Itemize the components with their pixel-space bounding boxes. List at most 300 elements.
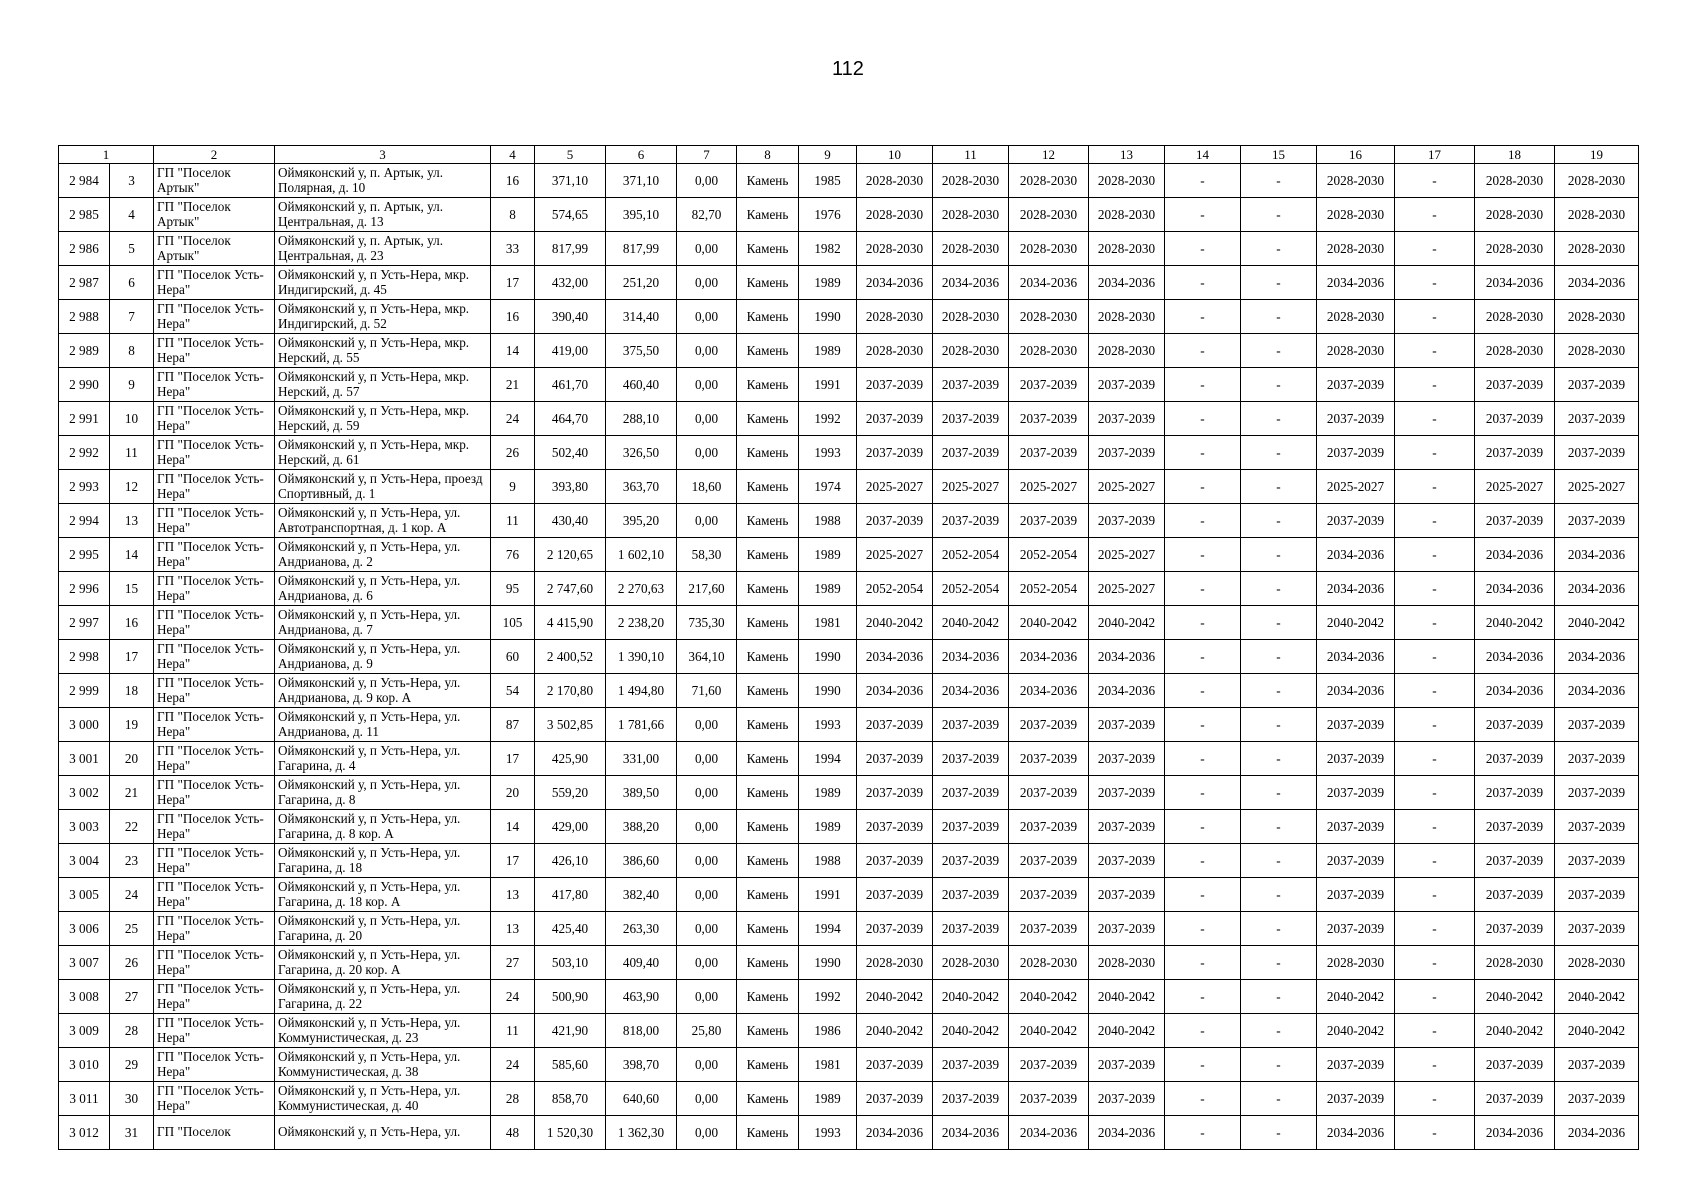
table-cell: 1994 xyxy=(799,742,857,776)
table-cell: 2037-2039 xyxy=(1317,436,1395,470)
table-cell: 326,50 xyxy=(606,436,677,470)
table-cell: 2028-2030 xyxy=(1475,198,1555,232)
table-cell: 24 xyxy=(491,1048,535,1082)
table-cell: 2028-2030 xyxy=(933,946,1009,980)
table-cell: 2 170,80 xyxy=(535,674,606,708)
table-cell: 1994 xyxy=(799,912,857,946)
table-cell: - xyxy=(1241,1048,1317,1082)
table-cell: 2028-2030 xyxy=(1555,946,1639,980)
table-cell: 2037-2039 xyxy=(857,912,933,946)
table-cell: 425,40 xyxy=(535,912,606,946)
table-cell: 3 005 xyxy=(59,878,110,912)
table-cell: 217,60 xyxy=(677,572,737,606)
table-cell: 2028-2030 xyxy=(1089,232,1165,266)
table-cell: - xyxy=(1241,776,1317,810)
table-row xyxy=(59,1048,1639,1082)
table-cell: 2037-2039 xyxy=(1475,708,1555,742)
header-cell: 16 xyxy=(1317,146,1395,164)
header-cell: 1 xyxy=(59,146,154,164)
table-cell: 2028-2030 xyxy=(857,300,933,334)
table-cell: 2052-2054 xyxy=(1009,572,1089,606)
table-cell: - xyxy=(1395,946,1475,980)
table-cell: - xyxy=(1241,368,1317,402)
table-cell: - xyxy=(1241,300,1317,334)
table-cell: 2037-2039 xyxy=(857,742,933,776)
table-cell: - xyxy=(1395,266,1475,300)
table-cell: 2037-2039 xyxy=(1555,742,1639,776)
table-cell: 2028-2030 xyxy=(857,334,933,368)
table-cell: - xyxy=(1395,1116,1475,1150)
table-cell: 3 502,85 xyxy=(535,708,606,742)
table-cell: 2037-2039 xyxy=(857,368,933,402)
table-cell: 371,10 xyxy=(535,164,606,198)
table-cell: 1 390,10 xyxy=(606,640,677,674)
table-cell: Камень xyxy=(737,402,799,436)
table-cell: 2052-2054 xyxy=(933,538,1009,572)
table-row xyxy=(59,572,1639,606)
table-row xyxy=(59,1116,1639,1150)
table-cell: 2034-2036 xyxy=(1317,266,1395,300)
address-cell: Оймяконский у, п. Артык, ул. Центральная, д. 23 xyxy=(275,232,491,266)
table-cell: 263,30 xyxy=(606,912,677,946)
table-cell: - xyxy=(1165,708,1241,742)
table-cell: Камень xyxy=(737,232,799,266)
table-cell: 30 xyxy=(110,1082,154,1116)
table-cell: 1988 xyxy=(799,504,857,538)
table-cell: 2 987 xyxy=(59,266,110,300)
table-cell: 2025-2027 xyxy=(1317,470,1395,504)
table-cell: - xyxy=(1165,436,1241,470)
table-cell: 2028-2030 xyxy=(1089,164,1165,198)
table-cell: 71,60 xyxy=(677,674,737,708)
table-cell: 364,10 xyxy=(677,640,737,674)
table-cell: 2052-2054 xyxy=(933,572,1009,606)
table-cell: 2037-2039 xyxy=(1555,776,1639,810)
table-cell: - xyxy=(1395,504,1475,538)
table-cell: - xyxy=(1241,674,1317,708)
header-cell: 6 xyxy=(606,146,677,164)
table-row xyxy=(59,776,1639,810)
table-cell: 2034-2036 xyxy=(1317,572,1395,606)
table-cell: 2028-2030 xyxy=(1009,300,1089,334)
table-cell: 2037-2039 xyxy=(1009,436,1089,470)
table-cell: 0,00 xyxy=(677,266,737,300)
table-cell: 3 006 xyxy=(59,912,110,946)
table-cell: 463,90 xyxy=(606,980,677,1014)
table-cell: 2028-2030 xyxy=(857,946,933,980)
table-cell: 2040-2042 xyxy=(857,1014,933,1048)
table-cell: 5 xyxy=(110,232,154,266)
table-cell: 95 xyxy=(491,572,535,606)
table-cell: 2037-2039 xyxy=(1555,912,1639,946)
table-container xyxy=(58,145,1638,1140)
table-cell: 2037-2039 xyxy=(933,810,1009,844)
table-cell: 2034-2036 xyxy=(1475,1116,1555,1150)
table-cell: 735,30 xyxy=(677,606,737,640)
table-cell: 429,00 xyxy=(535,810,606,844)
table-cell: 2034-2036 xyxy=(1009,266,1089,300)
table-cell: 25 xyxy=(110,912,154,946)
table-body xyxy=(59,146,1639,1150)
table-cell: 1992 xyxy=(799,402,857,436)
table-cell: 2028-2030 xyxy=(857,232,933,266)
table-cell: 2037-2039 xyxy=(1317,708,1395,742)
table-cell: 2040-2042 xyxy=(1089,980,1165,1014)
table-cell: - xyxy=(1241,1116,1317,1150)
table-cell: 3 003 xyxy=(59,810,110,844)
table-cell: - xyxy=(1241,708,1317,742)
table-cell: - xyxy=(1165,334,1241,368)
table-cell: 28 xyxy=(110,1014,154,1048)
table-cell: 2034-2036 xyxy=(1009,674,1089,708)
table-cell: 20 xyxy=(491,776,535,810)
table-cell: 2028-2030 xyxy=(1555,300,1639,334)
table-cell: 14 xyxy=(110,538,154,572)
table-cell: - xyxy=(1395,776,1475,810)
table-cell: 2037-2039 xyxy=(1009,912,1089,946)
address-cell: Оймяконский у, п Усть-Нера, мкр. Нерский, д. 59 xyxy=(275,402,491,436)
table-cell: 389,50 xyxy=(606,776,677,810)
table-cell: - xyxy=(1395,402,1475,436)
table-cell: 24 xyxy=(491,402,535,436)
table-cell: 2034-2036 xyxy=(1089,640,1165,674)
table-cell: 2040-2042 xyxy=(933,606,1009,640)
table-cell: 2025-2027 xyxy=(1555,470,1639,504)
table-cell: 1981 xyxy=(799,1048,857,1082)
table-cell: - xyxy=(1165,1082,1241,1116)
address-cell: Оймяконский у, п Усть-Нера, ул. Автотранспортная, д. 1 кор. А xyxy=(275,504,491,538)
table-cell: 13 xyxy=(491,878,535,912)
table-cell: - xyxy=(1165,198,1241,232)
table-cell: Камень xyxy=(737,708,799,742)
table-cell: 386,60 xyxy=(606,844,677,878)
table-cell: 2037-2039 xyxy=(1555,368,1639,402)
table-cell: 1993 xyxy=(799,436,857,470)
table-cell: - xyxy=(1241,164,1317,198)
table-cell: 2037-2039 xyxy=(1009,402,1089,436)
table-cell: Камень xyxy=(737,368,799,402)
table-cell: 2037-2039 xyxy=(1555,878,1639,912)
table-cell: 1991 xyxy=(799,368,857,402)
table-cell: 3 007 xyxy=(59,946,110,980)
table-cell: 2037-2039 xyxy=(1317,844,1395,878)
table-cell: Камень xyxy=(737,776,799,810)
table-cell: 26 xyxy=(491,436,535,470)
address-cell: Оймяконский у, п Усть-Нера, ул. Гагарина, д. 20 xyxy=(275,912,491,946)
address-cell: Оймяконский у, п Усть-Нера, мкр. Индигирский, д. 52 xyxy=(275,300,491,334)
table-cell: 2037-2039 xyxy=(1009,742,1089,776)
table-cell: 2037-2039 xyxy=(1009,1048,1089,1082)
header-cell: 19 xyxy=(1555,146,1639,164)
table-cell: Камень xyxy=(737,538,799,572)
locality-cell: ГП "Поселок Усть-Нера" xyxy=(154,708,275,742)
table-cell: - xyxy=(1395,708,1475,742)
table-cell: 2 989 xyxy=(59,334,110,368)
table-cell: 0,00 xyxy=(677,368,737,402)
locality-cell: ГП "Поселок Усть-Нера" xyxy=(154,402,275,436)
table-cell: - xyxy=(1165,1116,1241,1150)
table-cell: - xyxy=(1165,572,1241,606)
table-cell: - xyxy=(1241,1014,1317,1048)
table-cell: - xyxy=(1165,538,1241,572)
table-cell: 2028-2030 xyxy=(933,300,1009,334)
table-cell: Камень xyxy=(737,436,799,470)
table-cell: 2037-2039 xyxy=(1317,504,1395,538)
table-cell: 18,60 xyxy=(677,470,737,504)
address-cell: Оймяконский у, п Усть-Нера, ул. Андрианова, д. 11 xyxy=(275,708,491,742)
table-cell: 390,40 xyxy=(535,300,606,334)
table-cell: - xyxy=(1395,844,1475,878)
locality-cell: ГП "Поселок Усть-Нера" xyxy=(154,538,275,572)
table-cell: 2028-2030 xyxy=(1317,232,1395,266)
table-cell: 2037-2039 xyxy=(1089,776,1165,810)
table-cell: 2037-2039 xyxy=(1317,1082,1395,1116)
table-cell: 2034-2036 xyxy=(1317,640,1395,674)
table-cell: 11 xyxy=(491,504,535,538)
table-cell: 2037-2039 xyxy=(1555,1082,1639,1116)
table-cell: 2028-2030 xyxy=(1009,164,1089,198)
table-cell: 1990 xyxy=(799,640,857,674)
table-cell: 2037-2039 xyxy=(933,776,1009,810)
table-cell: 2037-2039 xyxy=(1317,402,1395,436)
table-cell: 461,70 xyxy=(535,368,606,402)
table-cell: 13 xyxy=(110,504,154,538)
address-cell: Оймяконский у, п Усть-Нера, ул. Андрианова, д. 9 xyxy=(275,640,491,674)
header-cell: 5 xyxy=(535,146,606,164)
table-cell: 2 988 xyxy=(59,300,110,334)
table-cell: 0,00 xyxy=(677,878,737,912)
table-cell: - xyxy=(1165,402,1241,436)
locality-cell: ГП "Поселок Усть-Нера" xyxy=(154,810,275,844)
table-cell: 2 992 xyxy=(59,436,110,470)
header-cell: 10 xyxy=(857,146,933,164)
table-cell: 17 xyxy=(491,844,535,878)
table-cell: 2037-2039 xyxy=(1475,776,1555,810)
locality-cell: ГП "Поселок Усть-Нера" xyxy=(154,606,275,640)
locality-cell: ГП "Поселок Усть-Нера" xyxy=(154,266,275,300)
table-row xyxy=(59,606,1639,640)
table-cell: 1989 xyxy=(799,776,857,810)
table-cell: 0,00 xyxy=(677,402,737,436)
header-cell: 9 xyxy=(799,146,857,164)
table-cell: 2025-2027 xyxy=(1089,470,1165,504)
table-cell: 2040-2042 xyxy=(1555,1014,1639,1048)
locality-cell: ГП "Поселок Усть-Нера" xyxy=(154,640,275,674)
table-cell: - xyxy=(1165,470,1241,504)
table-cell: 1989 xyxy=(799,266,857,300)
table-cell: 0,00 xyxy=(677,844,737,878)
table-cell: 2037-2039 xyxy=(1009,708,1089,742)
locality-cell: ГП "Поселок Усть-Нера" xyxy=(154,946,275,980)
table-cell: 2028-2030 xyxy=(1555,164,1639,198)
table-cell: 2040-2042 xyxy=(1317,606,1395,640)
table-cell: Камень xyxy=(737,504,799,538)
header-cell: 11 xyxy=(933,146,1009,164)
table-cell: 2 747,60 xyxy=(535,572,606,606)
header-cell: 12 xyxy=(1009,146,1089,164)
table-cell: 1989 xyxy=(799,334,857,368)
table-cell: 2040-2042 xyxy=(1475,980,1555,1014)
table-cell: 9 xyxy=(491,470,535,504)
header-cell: 7 xyxy=(677,146,737,164)
table-cell: 11 xyxy=(110,436,154,470)
table-cell: 2037-2039 xyxy=(1317,1048,1395,1082)
table-cell: 1 362,30 xyxy=(606,1116,677,1150)
table-cell: - xyxy=(1395,980,1475,1014)
table-cell: - xyxy=(1241,232,1317,266)
table-cell: 0,00 xyxy=(677,436,737,470)
table-cell: Камень xyxy=(737,198,799,232)
address-cell: Оймяконский у, п Усть-Нера, ул. Андрианова, д. 6 xyxy=(275,572,491,606)
table-cell: 28 xyxy=(491,1082,535,1116)
table-cell: 0,00 xyxy=(677,810,737,844)
address-cell: Оймяконский у, п Усть-Нера, ул. Гагарина, д. 20 кор. А xyxy=(275,946,491,980)
table-cell: 858,70 xyxy=(535,1082,606,1116)
table-cell: 314,40 xyxy=(606,300,677,334)
table-cell: 2040-2042 xyxy=(857,980,933,1014)
table-cell: 0,00 xyxy=(677,742,737,776)
header-cell: 13 xyxy=(1089,146,1165,164)
table-cell: - xyxy=(1165,1048,1241,1082)
table-cell: 2034-2036 xyxy=(1089,266,1165,300)
table-row xyxy=(59,810,1639,844)
table-cell: - xyxy=(1241,198,1317,232)
table-cell: 21 xyxy=(491,368,535,402)
table-cell: 2040-2042 xyxy=(1555,606,1639,640)
table-cell: 48 xyxy=(491,1116,535,1150)
table-cell: 2025-2027 xyxy=(857,538,933,572)
table-cell: 15 xyxy=(110,572,154,606)
table-cell: 2025-2027 xyxy=(933,470,1009,504)
table-cell: 31 xyxy=(110,1116,154,1150)
table-cell: 14 xyxy=(491,810,535,844)
table-cell: 393,80 xyxy=(535,470,606,504)
table-cell: 2028-2030 xyxy=(1317,198,1395,232)
table-cell: 2028-2030 xyxy=(1009,334,1089,368)
header-row xyxy=(59,146,1639,164)
table-cell: 1976 xyxy=(799,198,857,232)
table-cell: 2034-2036 xyxy=(933,266,1009,300)
table-cell: 8 xyxy=(491,198,535,232)
table-cell: 2037-2039 xyxy=(1089,1048,1165,1082)
table-cell: 2028-2030 xyxy=(1475,946,1555,980)
table-row xyxy=(59,912,1639,946)
table-cell: 18 xyxy=(110,674,154,708)
address-cell: Оймяконский у, п Усть-Нера, ул. Андрианова, д. 7 xyxy=(275,606,491,640)
table-cell: 0,00 xyxy=(677,232,737,266)
address-cell: Оймяконский у, п Усть-Нера, ул. Коммунистическая, д. 38 xyxy=(275,1048,491,1082)
table-cell: 2037-2039 xyxy=(1317,776,1395,810)
table-cell: - xyxy=(1241,810,1317,844)
table-cell: 2 998 xyxy=(59,640,110,674)
table-row xyxy=(59,334,1639,368)
table-cell: - xyxy=(1395,436,1475,470)
header-cell: 2 xyxy=(154,146,275,164)
table-cell: 398,70 xyxy=(606,1048,677,1082)
table-cell: 24 xyxy=(110,878,154,912)
address-cell: Оймяконский у, п Усть-Нера, ул. Гагарина, д. 18 xyxy=(275,844,491,878)
table-cell: 2037-2039 xyxy=(1475,1082,1555,1116)
table-cell: 3 004 xyxy=(59,844,110,878)
address-cell: Оймяконский у, п Усть-Нера, ул. Гагарина, д. 8 кор. А xyxy=(275,810,491,844)
address-cell: Оймяконский у, п Усть-Нера, ул. Коммунистическая, д. 40 xyxy=(275,1082,491,1116)
table-cell: Камень xyxy=(737,300,799,334)
table-cell: Камень xyxy=(737,606,799,640)
locality-cell: ГП "Поселок Усть-Нера" xyxy=(154,300,275,334)
table-cell: 2040-2042 xyxy=(1475,1014,1555,1048)
table-cell: 1 494,80 xyxy=(606,674,677,708)
table-cell: - xyxy=(1395,640,1475,674)
table-row xyxy=(59,844,1639,878)
table-cell: 2037-2039 xyxy=(1555,1048,1639,1082)
address-cell: Оймяконский у, п Усть-Нера, мкр. Нерский, д. 57 xyxy=(275,368,491,402)
table-cell: Камень xyxy=(737,980,799,1014)
table-cell: 1989 xyxy=(799,572,857,606)
table-cell: - xyxy=(1395,742,1475,776)
table-row xyxy=(59,402,1639,436)
table-cell: 12 xyxy=(110,470,154,504)
table-cell: 2034-2036 xyxy=(1317,674,1395,708)
table-cell: 2034-2036 xyxy=(1317,1116,1395,1150)
locality-cell: ГП "Поселок Усть-Нера" xyxy=(154,504,275,538)
table-cell: 251,20 xyxy=(606,266,677,300)
table-cell: 2028-2030 xyxy=(1317,946,1395,980)
table-cell: - xyxy=(1165,164,1241,198)
table-cell: 2 400,52 xyxy=(535,640,606,674)
table-cell: Камень xyxy=(737,844,799,878)
address-cell: Оймяконский у, п Усть-Нера, проезд Спортивный, д. 1 xyxy=(275,470,491,504)
housing-table xyxy=(58,145,1639,1150)
table-cell: 2034-2036 xyxy=(857,640,933,674)
table-row xyxy=(59,504,1639,538)
table-cell: 2037-2039 xyxy=(1317,368,1395,402)
table-cell: 22 xyxy=(110,810,154,844)
table-row xyxy=(59,538,1639,572)
table-cell: 2040-2042 xyxy=(1009,1014,1089,1048)
table-cell: 16 xyxy=(491,300,535,334)
table-cell: - xyxy=(1165,232,1241,266)
table-cell: 2037-2039 xyxy=(1009,368,1089,402)
table-cell: - xyxy=(1395,334,1475,368)
table-cell: Камень xyxy=(737,1048,799,1082)
table-cell: 2028-2030 xyxy=(1009,198,1089,232)
table-cell: Камень xyxy=(737,878,799,912)
table-cell: 1985 xyxy=(799,164,857,198)
table-cell: 2037-2039 xyxy=(1009,878,1089,912)
table-cell: 2037-2039 xyxy=(1555,810,1639,844)
table-row xyxy=(59,742,1639,776)
table-cell: 2037-2039 xyxy=(1317,912,1395,946)
table-cell: 1 520,30 xyxy=(535,1116,606,1150)
table-row xyxy=(59,980,1639,1014)
table-cell: 2034-2036 xyxy=(1009,1116,1089,1150)
table-cell: 2037-2039 xyxy=(1089,810,1165,844)
address-cell: Оймяконский у, п Усть-Нера, ул. Гагарина, д. 18 кор. А xyxy=(275,878,491,912)
page-number: 112 xyxy=(832,58,864,80)
locality-cell: ГП "Поселок Усть-Нера" xyxy=(154,878,275,912)
table-cell: - xyxy=(1395,810,1475,844)
locality-cell: ГП "Поселок Усть-Нера" xyxy=(154,470,275,504)
table-cell: 409,40 xyxy=(606,946,677,980)
table-cell: 2037-2039 xyxy=(933,368,1009,402)
table-cell: - xyxy=(1241,946,1317,980)
table-cell: 2037-2039 xyxy=(1089,436,1165,470)
table-cell: 2034-2036 xyxy=(1089,674,1165,708)
table-cell: - xyxy=(1165,368,1241,402)
table-cell: 0,00 xyxy=(677,334,737,368)
table-cell: Камень xyxy=(737,1116,799,1150)
table-cell: 417,80 xyxy=(535,878,606,912)
